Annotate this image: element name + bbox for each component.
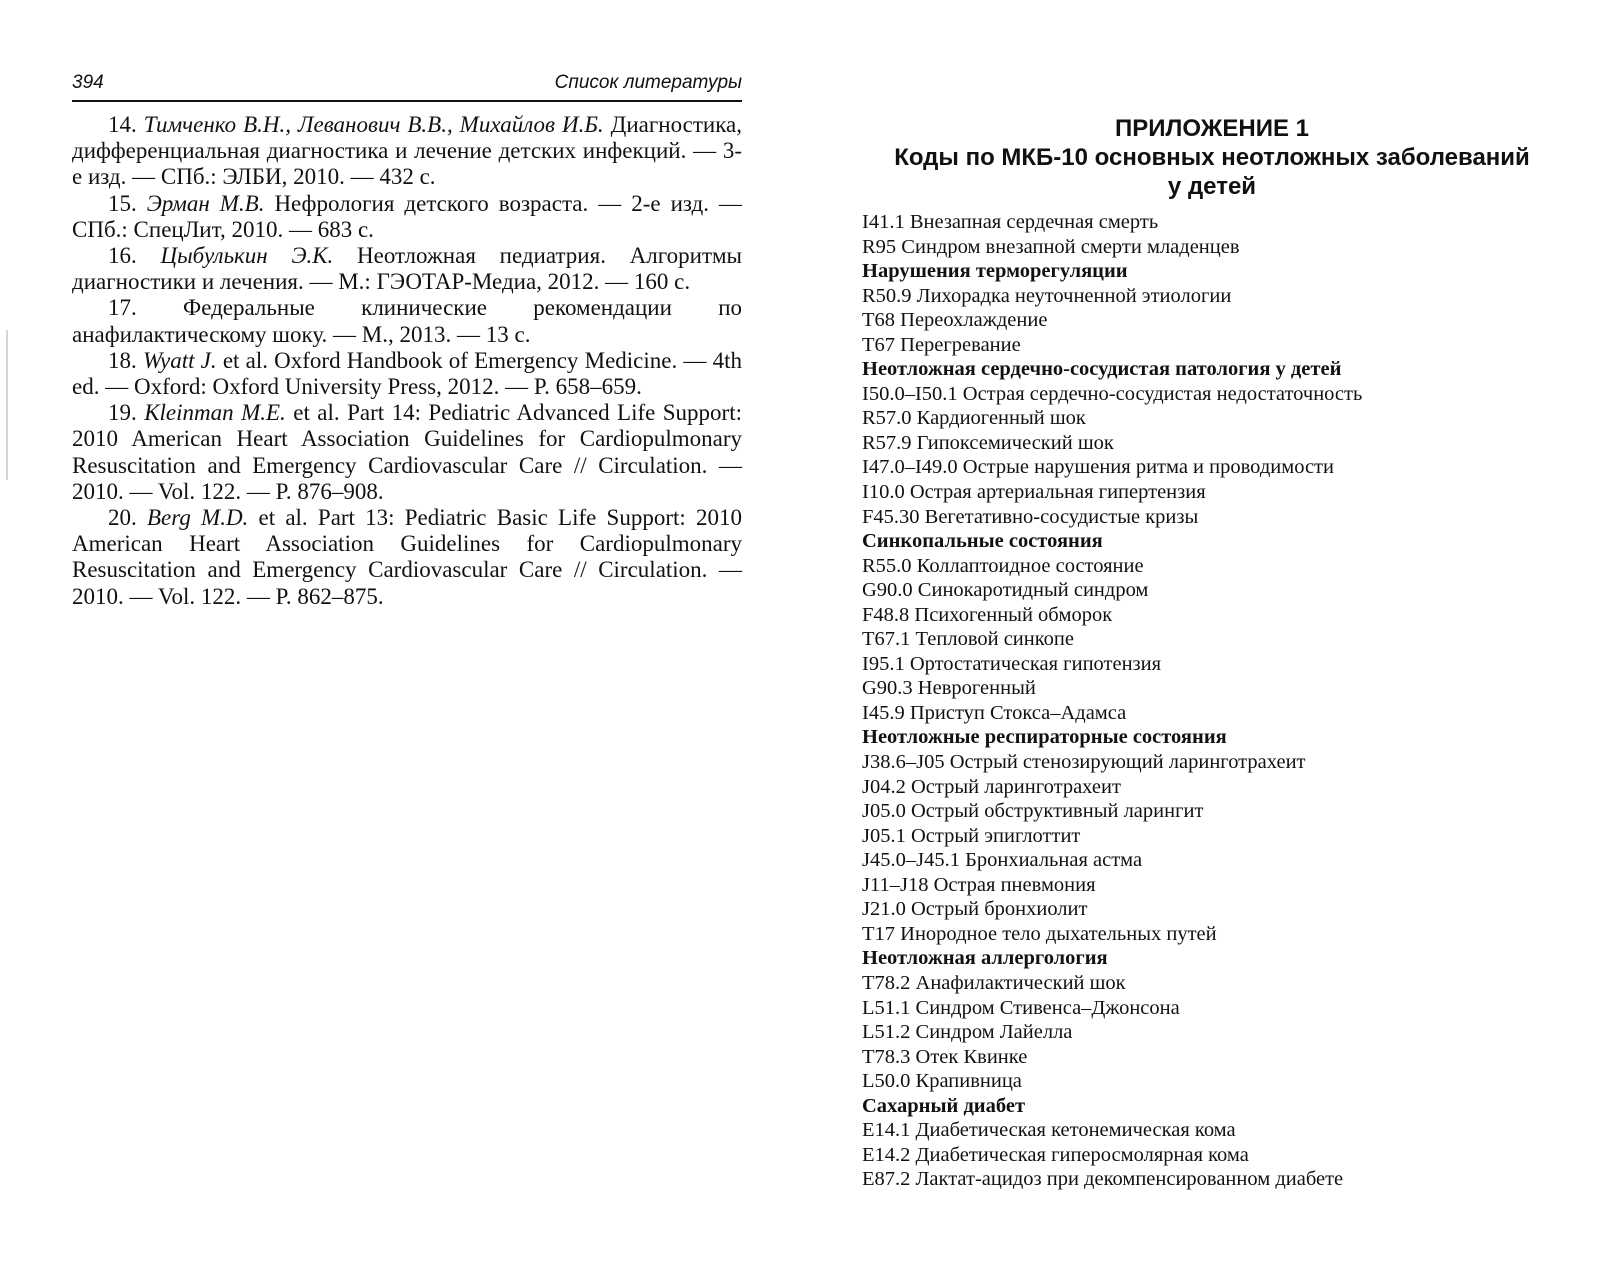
running-head [72, 68, 742, 102]
reference-text: et al. Part 13: Pediatric Basic Life Support: 2010 American Heart Association Guidelines for Cardiopulmonary Resuscitation and Emergency Cardiovascular Care // Circulation. — 2010. — Vol. 122. — P. 862–875. [72, 505, 743, 609]
reference-text: Федеральные клинические рекомендации по анафилактическому шоку. — М., 2013. — 13 с. [72, 295, 743, 347]
reference-author: Berg M.D. [146, 505, 249, 531]
code-item: R55.0 Коллаптоидное состояние [862, 554, 1144, 577]
code-group-heading: Нарушения терморегуляции [862, 260, 1128, 283]
reference-author: Kleinman M.E. [144, 400, 286, 426]
code-item: J05.0 Острый обструктивный ларингит [862, 800, 1204, 823]
reference-item [72, 505, 742, 610]
reference-number: 14. [108, 112, 144, 137]
code-item: I50.0–I50.1 Острая сердечно-сосудистая недостаточность [862, 382, 1363, 405]
appendix-label: ПРИЛОЖЕНИЕ 1 [1114, 115, 1309, 142]
right-page [862, 0, 1562, 1283]
reference-text: et al. Part 14: Pediatric Advanced Life Support: 2010 American Heart Association Guidelines for Cardiopulmonary Resuscitation and Emergency Cardiovascular Care // Circulation. — 2010. — Vol. 122. — P. 876–908. [72, 400, 742, 504]
icd-code-list [862, 210, 1562, 1192]
code-item: E14.1 Диабетическая кетонемическая кома [862, 1119, 1236, 1142]
code-item: E14.2 Диабетическая гиперосмолярная кома [862, 1143, 1249, 1166]
code-item: J21.0 Острый бронхиолит [862, 898, 1088, 921]
code-item: T78.3 Отек Квинке [862, 1045, 1028, 1068]
reference-item [72, 191, 742, 243]
code-item: I47.0–I49.0 Острые нарушения ритма и проводимости [862, 456, 1334, 479]
reference-number: 20. [108, 505, 147, 531]
reference-number: 17. [108, 295, 184, 321]
left-page [72, 0, 742, 1283]
reference-text: Неотложная педиатрия. Алгоритмы диагностики и лечения. — М.: ГЭОТАР-Медиа, 2012. — 160 с. [72, 243, 743, 295]
reference-item [72, 112, 742, 191]
reference-author: Тимченко В.Н., Леванович В.В., Михайлов И.Б. [143, 112, 604, 137]
code-group-heading: Неотложные респираторные состояния [862, 726, 1227, 749]
reference-number: 16. [108, 243, 161, 269]
code-item: L51.1 Синдром Стивенса–Джонсона [862, 996, 1180, 1019]
code-item: R95 Синдром внезапной смерти младенцев [862, 235, 1240, 258]
code-item: T17 Инородное тело дыхательных путей [862, 922, 1217, 945]
code-item: L50.0 Крапивница [862, 1070, 1022, 1093]
reference-list [72, 112, 742, 610]
reference-number: 15. [108, 190, 147, 216]
code-item: E87.2 Лактат-ацидоз при декомпенсированном диабете [862, 1168, 1344, 1191]
reference-item [72, 295, 742, 347]
reference-number: 19. [108, 400, 145, 426]
code-item: L51.2 Синдром Лайелла [862, 1021, 1073, 1044]
reference-item [72, 400, 742, 505]
reference-item [72, 243, 742, 295]
code-item: R57.0 Кардиогенный шок [862, 407, 1086, 430]
reference-text: Нефрология детского возраста. — 2-е изд. — СПб.: СпецЛит, 2010. — 683 с. [72, 190, 742, 242]
running-title: Список литературы [554, 72, 742, 93]
appendix-heading [862, 114, 1562, 201]
code-item: T78.2 Анафилактический шок [862, 971, 1126, 994]
code-item: T68 Переохлаждение [862, 309, 1048, 332]
code-item: R50.9 Лихорадка неуточненной этиологии [862, 284, 1232, 307]
code-group-heading: Неотложная аллергология [862, 947, 1108, 970]
reference-item [72, 348, 742, 400]
code-group-heading: Синкопальные состояния [862, 530, 1103, 553]
reference-author: Эрман М.В. [146, 190, 265, 216]
code-group-heading: Сахарный диабет [862, 1094, 1026, 1117]
reference-author: Wyatt J. [142, 347, 217, 373]
code-item: F45.30 Вегетативно-сосудистые кризы [862, 505, 1199, 528]
code-item: I41.1 Внезапная сердечная смерть [862, 211, 1159, 233]
code-item: T67 Перегревание [862, 333, 1021, 356]
code-item: J04.2 Острый ларинготрахеит [862, 775, 1121, 798]
page-number: 394 [72, 72, 104, 93]
margin-mark [6, 330, 8, 480]
appendix-title-line-2: у детей [1167, 173, 1257, 200]
code-item: J11–J18 Острая пневмония [862, 873, 1096, 896]
code-item: I10.0 Острая артериальная гипертензия [862, 481, 1206, 504]
reference-number: 18. [108, 347, 143, 373]
code-item: T67.1 Тепловой синкопе [862, 628, 1074, 651]
code-item: G90.0 Синокаротидный синдром [862, 579, 1149, 602]
code-group-heading: Неотложная сердечно-сосудистая патология у детей [862, 358, 1342, 381]
code-item: F48.8 Психогенный обморок [862, 603, 1113, 626]
code-item: J05.1 Острый эпиглоттит [862, 824, 1081, 847]
reference-text: Диагностика, дифференциальная диагностика и лечение детских инфекций. — 3-е изд. — СПб.: ЭЛБИ, 2010. — 432 с. [72, 112, 743, 190]
code-item: I95.1 Ортостатическая гипотензия [862, 652, 1162, 675]
reference-author: Цыбулькин Э.К. [160, 243, 334, 269]
code-item: R57.9 Гипоксемический шок [862, 431, 1114, 454]
code-item: G90.3 Неврогенный [862, 677, 1036, 700]
code-item: I45.9 Приступ Стокса–Адамса [862, 701, 1127, 724]
code-item: J45.0–J45.1 Бронхиальная астма [862, 849, 1143, 872]
appendix-title-line-1: Коды по МКБ-10 основных неотложных заболеваний [894, 144, 1530, 171]
reference-text: et al. Oxford Handbook of Emergency Medicine. — 4th ed. — Oxford: Oxford University Press, 2012. — P. 658–659. [72, 347, 742, 400]
code-item: J38.6–J05 Острый стенозирующий ларинготрахеит [862, 751, 1306, 774]
